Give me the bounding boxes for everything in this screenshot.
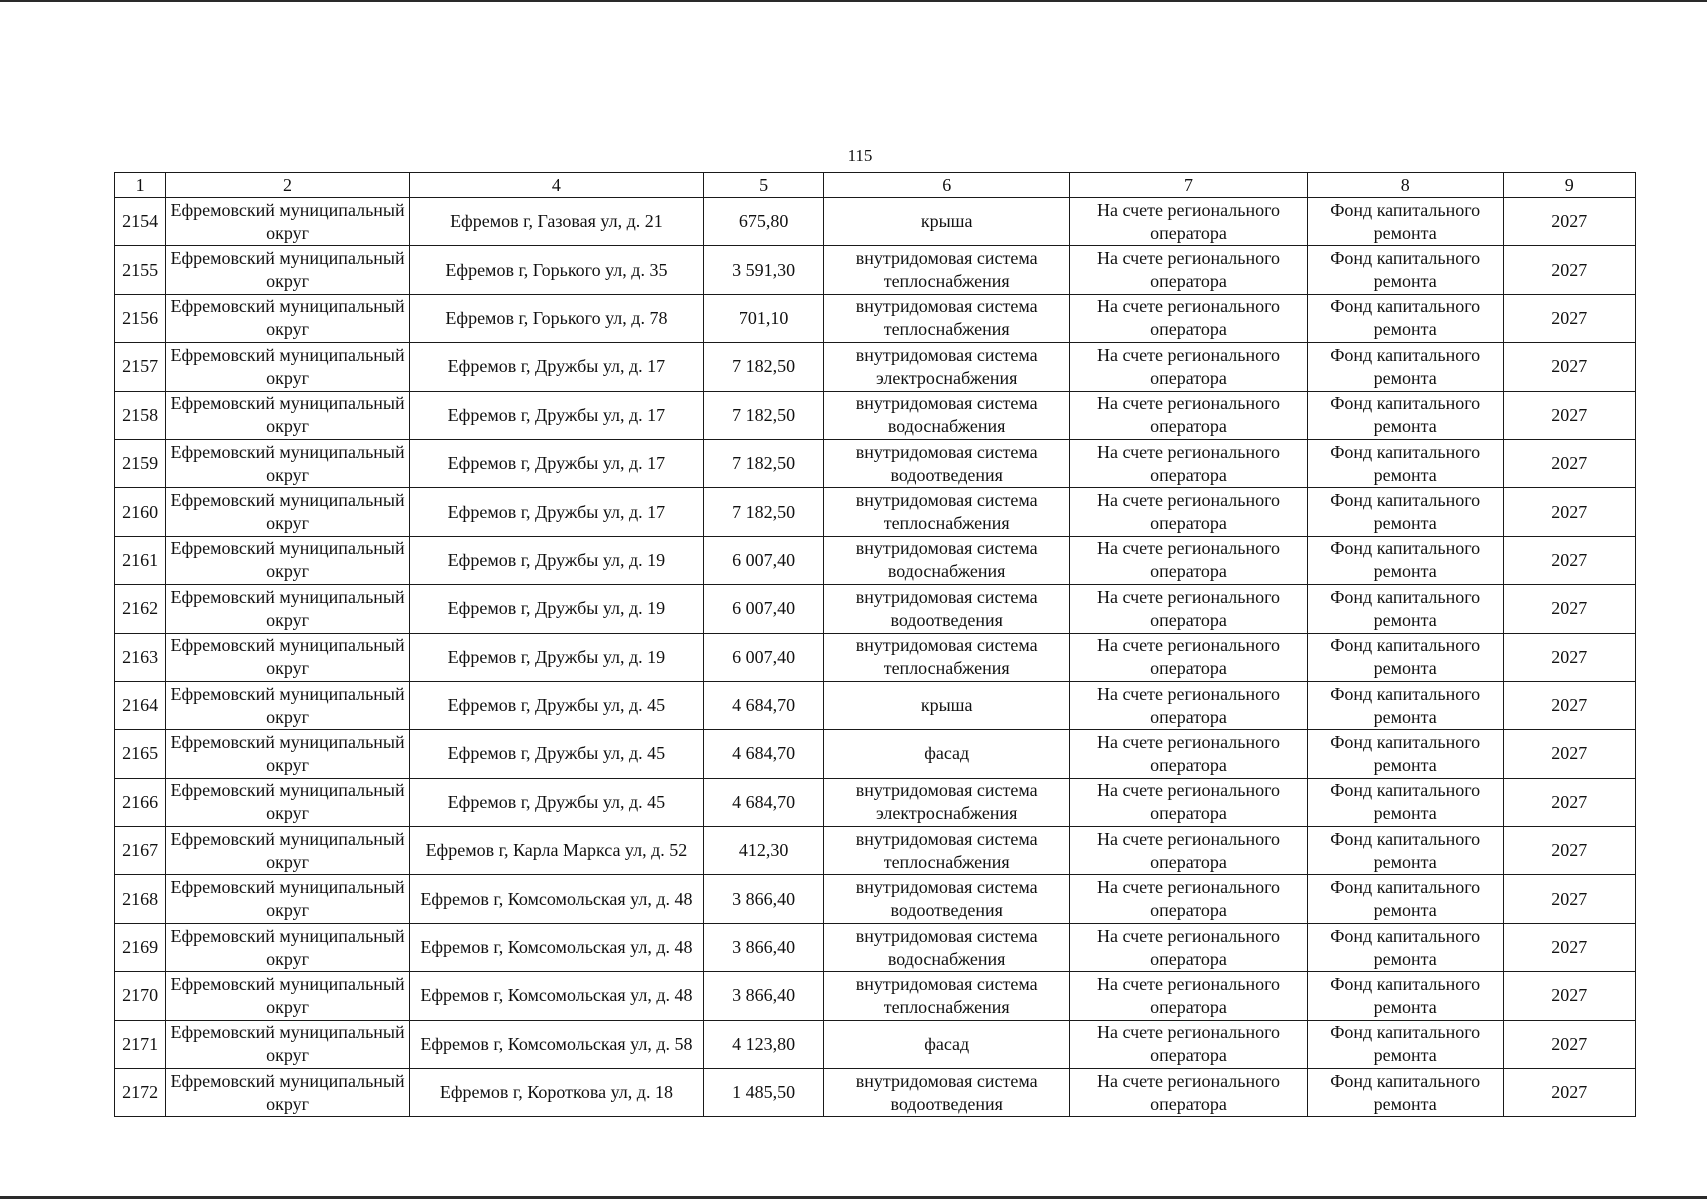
year-cell: 2027 — [1503, 923, 1635, 971]
address-cell: Ефремов г, Комсомольская ул, д. 48 — [409, 972, 703, 1020]
funding-source-cell: Фонд капитального ремонта — [1307, 827, 1503, 875]
area-cell: 6 007,40 — [703, 536, 823, 584]
funding-source-cell: Фонд капитального ремонта — [1307, 778, 1503, 826]
table-header — [115, 173, 1636, 198]
work-type-cell: фасад — [824, 1020, 1070, 1068]
column-header: 7 — [1070, 173, 1308, 198]
address-cell: Ефремов г, Горького ул, д. 78 — [409, 294, 703, 342]
row-number-cell: 2160 — [115, 488, 166, 536]
table-row — [115, 198, 1636, 246]
municipality-cell: Ефремовский муниципальный округ — [166, 633, 410, 681]
funding-source-cell: Фонд капитального ремонта — [1307, 1069, 1503, 1117]
year-cell: 2027 — [1503, 778, 1635, 826]
column-header: 4 — [409, 173, 703, 198]
municipality-cell: Ефремовский муниципальный округ — [166, 778, 410, 826]
year-cell: 2027 — [1503, 633, 1635, 681]
account-cell: На счете регионального оператора — [1070, 536, 1308, 584]
account-cell: На счете регионального оператора — [1070, 488, 1308, 536]
area-cell: 6 007,40 — [703, 633, 823, 681]
work-type-cell: внутридомовая система водоотведения — [824, 439, 1070, 487]
row-number-cell: 2161 — [115, 536, 166, 584]
table-row — [115, 1069, 1636, 1117]
area-cell: 4 123,80 — [703, 1020, 823, 1068]
row-number-cell: 2167 — [115, 827, 166, 875]
table-row — [115, 730, 1636, 778]
address-cell: Ефремов г, Короткова ул, д. 18 — [409, 1069, 703, 1117]
municipality-cell: Ефремовский муниципальный округ — [166, 827, 410, 875]
row-number-cell: 2157 — [115, 343, 166, 391]
address-cell: Ефремов г, Дружбы ул, д. 45 — [409, 681, 703, 729]
account-cell: На счете регионального оператора — [1070, 923, 1308, 971]
table-row — [115, 681, 1636, 729]
address-cell: Ефремов г, Дружбы ул, д. 17 — [409, 488, 703, 536]
funding-source-cell: Фонд капитального ремонта — [1307, 439, 1503, 487]
area-cell: 1 485,50 — [703, 1069, 823, 1117]
funding-source-cell: Фонд капитального ремонта — [1307, 585, 1503, 633]
address-cell: Ефремов г, Карла Маркса ул, д. 52 — [409, 827, 703, 875]
work-type-cell: внутридомовая система водоотведения — [824, 875, 1070, 923]
work-type-cell: внутридомовая система водоотведения — [824, 585, 1070, 633]
year-cell: 2027 — [1503, 681, 1635, 729]
table-row — [115, 875, 1636, 923]
address-cell: Ефремов г, Дружбы ул, д. 19 — [409, 536, 703, 584]
funding-source-cell: Фонд капитального ремонта — [1307, 343, 1503, 391]
work-type-cell: внутридомовая система теплоснабжения — [824, 633, 1070, 681]
funding-source-cell: Фонд капитального ремонта — [1307, 246, 1503, 294]
work-type-cell: внутридомовая система электроснабжения — [824, 778, 1070, 826]
year-cell: 2027 — [1503, 972, 1635, 1020]
address-cell: Ефремов г, Газовая ул, д. 21 — [409, 198, 703, 246]
work-type-cell: внутридомовая система водоснабжения — [824, 536, 1070, 584]
area-cell: 6 007,40 — [703, 585, 823, 633]
municipality-cell: Ефремовский муниципальный округ — [166, 294, 410, 342]
work-type-cell: внутридомовая система теплоснабжения — [824, 972, 1070, 1020]
area-cell: 701,10 — [703, 294, 823, 342]
work-type-cell: внутридомовая система водоснабжения — [824, 923, 1070, 971]
account-cell: На счете регионального оператора — [1070, 827, 1308, 875]
funding-source-cell: Фонд капитального ремонта — [1307, 1020, 1503, 1068]
area-cell: 3 866,40 — [703, 972, 823, 1020]
funding-source-cell: Фонд капитального ремонта — [1307, 875, 1503, 923]
year-cell: 2027 — [1503, 730, 1635, 778]
work-type-cell: внутридомовая система теплоснабжения — [824, 246, 1070, 294]
address-cell: Ефремов г, Дружбы ул, д. 45 — [409, 778, 703, 826]
table-row — [115, 536, 1636, 584]
work-type-cell: внутридомовая система теплоснабжения — [824, 488, 1070, 536]
row-number-cell: 2158 — [115, 391, 166, 439]
municipality-cell: Ефремовский муниципальный округ — [166, 439, 410, 487]
table-row — [115, 827, 1636, 875]
funding-source-cell: Фонд капитального ремонта — [1307, 633, 1503, 681]
municipality-cell: Ефремовский муниципальный округ — [166, 730, 410, 778]
table-row — [115, 246, 1636, 294]
funding-source-cell: Фонд капитального ремонта — [1307, 294, 1503, 342]
year-cell: 2027 — [1503, 875, 1635, 923]
address-cell: Ефремов г, Комсомольская ул, д. 58 — [409, 1020, 703, 1068]
account-cell: На счете регионального оператора — [1070, 391, 1308, 439]
scan-border-bottom — [0, 1196, 1707, 1199]
funding-source-cell: Фонд капитального ремонта — [1307, 972, 1503, 1020]
table-row — [115, 343, 1636, 391]
account-cell: На счете регионального оператора — [1070, 633, 1308, 681]
area-cell: 3 866,40 — [703, 875, 823, 923]
table-row — [115, 633, 1636, 681]
work-type-cell: крыша — [824, 681, 1070, 729]
account-cell: На счете регионального оператора — [1070, 585, 1308, 633]
table-row — [115, 972, 1636, 1020]
funding-source-cell: Фонд капитального ремонта — [1307, 536, 1503, 584]
funding-source-cell: Фонд капитального ремонта — [1307, 488, 1503, 536]
address-cell: Ефремов г, Комсомольская ул, д. 48 — [409, 875, 703, 923]
municipality-cell: Ефремовский муниципальный округ — [166, 198, 410, 246]
column-header: 8 — [1307, 173, 1503, 198]
account-cell: На счете регионального оператора — [1070, 439, 1308, 487]
table-row — [115, 391, 1636, 439]
account-cell: На счете регионального оператора — [1070, 875, 1308, 923]
municipality-cell: Ефремовский муниципальный округ — [166, 391, 410, 439]
scan-border-top — [0, 0, 1707, 2]
municipality-cell: Ефремовский муниципальный округ — [166, 681, 410, 729]
table-row — [115, 488, 1636, 536]
row-number-cell: 2154 — [115, 198, 166, 246]
year-cell: 2027 — [1503, 536, 1635, 584]
account-cell: На счете регионального оператора — [1070, 972, 1308, 1020]
funding-source-cell: Фонд капитального ремонта — [1307, 391, 1503, 439]
area-cell: 3 866,40 — [703, 923, 823, 971]
funding-source-cell: Фонд капитального ремонта — [1307, 730, 1503, 778]
funding-source-cell: Фонд капитального ремонта — [1307, 923, 1503, 971]
row-number-cell: 2164 — [115, 681, 166, 729]
area-cell: 412,30 — [703, 827, 823, 875]
row-number-cell: 2159 — [115, 439, 166, 487]
table-row — [115, 1020, 1636, 1068]
address-cell: Ефремов г, Дружбы ул, д. 45 — [409, 730, 703, 778]
account-cell: На счете регионального оператора — [1070, 198, 1308, 246]
area-cell: 3 591,30 — [703, 246, 823, 294]
year-cell: 2027 — [1503, 827, 1635, 875]
municipality-cell: Ефремовский муниципальный округ — [166, 343, 410, 391]
area-cell: 7 182,50 — [703, 391, 823, 439]
account-cell: На счете регионального оператора — [1070, 246, 1308, 294]
row-number-cell: 2168 — [115, 875, 166, 923]
row-number-cell: 2163 — [115, 633, 166, 681]
table-body — [115, 198, 1636, 1117]
registry-table — [114, 172, 1636, 1117]
header-row — [115, 173, 1636, 198]
row-number-cell: 2155 — [115, 246, 166, 294]
column-header: 2 — [166, 173, 410, 198]
table-row — [115, 778, 1636, 826]
account-cell: На счете регионального оператора — [1070, 294, 1308, 342]
row-number-cell: 2162 — [115, 585, 166, 633]
table-row — [115, 439, 1636, 487]
year-cell: 2027 — [1503, 1069, 1635, 1117]
table-row — [115, 585, 1636, 633]
work-type-cell: внутридомовая система теплоснабжения — [824, 827, 1070, 875]
area-cell: 4 684,70 — [703, 778, 823, 826]
work-type-cell: внутридомовая система электроснабжения — [824, 343, 1070, 391]
row-number-cell: 2166 — [115, 778, 166, 826]
municipality-cell: Ефремовский муниципальный округ — [166, 923, 410, 971]
work-type-cell: крыша — [824, 198, 1070, 246]
funding-source-cell: Фонд капитального ремонта — [1307, 681, 1503, 729]
column-header: 1 — [115, 173, 166, 198]
row-number-cell: 2169 — [115, 923, 166, 971]
address-cell: Ефремов г, Дружбы ул, д. 17 — [409, 391, 703, 439]
year-cell: 2027 — [1503, 1020, 1635, 1068]
address-cell: Ефремов г, Комсомольская ул, д. 48 — [409, 923, 703, 971]
account-cell: На счете регионального оператора — [1070, 343, 1308, 391]
work-type-cell: фасад — [824, 730, 1070, 778]
account-cell: На счете регионального оператора — [1070, 681, 1308, 729]
municipality-cell: Ефремовский муниципальный округ — [166, 1020, 410, 1068]
municipality-cell: Ефремовский муниципальный округ — [166, 972, 410, 1020]
municipality-cell: Ефремовский муниципальный округ — [166, 875, 410, 923]
area-cell: 4 684,70 — [703, 730, 823, 778]
account-cell: На счете регионального оператора — [1070, 730, 1308, 778]
municipality-cell: Ефремовский муниципальный округ — [166, 1069, 410, 1117]
work-type-cell: внутридомовая система теплоснабжения — [824, 294, 1070, 342]
account-cell: На счете регионального оператора — [1070, 778, 1308, 826]
year-cell: 2027 — [1503, 585, 1635, 633]
row-number-cell: 2172 — [115, 1069, 166, 1117]
year-cell: 2027 — [1503, 488, 1635, 536]
address-cell: Ефремов г, Дружбы ул, д. 19 — [409, 585, 703, 633]
municipality-cell: Ефремовский муниципальный округ — [166, 585, 410, 633]
area-cell: 7 182,50 — [703, 439, 823, 487]
area-cell: 4 684,70 — [703, 681, 823, 729]
row-number-cell: 2170 — [115, 972, 166, 1020]
municipality-cell: Ефремовский муниципальный округ — [166, 488, 410, 536]
year-cell: 2027 — [1503, 198, 1635, 246]
table-row — [115, 294, 1636, 342]
row-number-cell: 2156 — [115, 294, 166, 342]
column-header: 9 — [1503, 173, 1635, 198]
work-type-cell: внутридомовая система водоотведения — [824, 1069, 1070, 1117]
year-cell: 2027 — [1503, 294, 1635, 342]
account-cell: На счете регионального оператора — [1070, 1020, 1308, 1068]
column-header: 5 — [703, 173, 823, 198]
area-cell: 7 182,50 — [703, 343, 823, 391]
address-cell: Ефремов г, Горького ул, д. 35 — [409, 246, 703, 294]
area-cell: 7 182,50 — [703, 488, 823, 536]
municipality-cell: Ефремовский муниципальный округ — [166, 246, 410, 294]
column-header: 6 — [824, 173, 1070, 198]
work-type-cell: внутридомовая система водоснабжения — [824, 391, 1070, 439]
funding-source-cell: Фонд капитального ремонта — [1307, 198, 1503, 246]
table-row — [115, 923, 1636, 971]
row-number-cell: 2165 — [115, 730, 166, 778]
year-cell: 2027 — [1503, 391, 1635, 439]
row-number-cell: 2171 — [115, 1020, 166, 1068]
year-cell: 2027 — [1503, 439, 1635, 487]
municipality-cell: Ефремовский муниципальный округ — [166, 536, 410, 584]
page-number: 115 — [847, 146, 873, 165]
year-cell: 2027 — [1503, 246, 1635, 294]
year-cell: 2027 — [1503, 343, 1635, 391]
area-cell: 675,80 — [703, 198, 823, 246]
address-cell: Ефремов г, Дружбы ул, д. 17 — [409, 439, 703, 487]
address-cell: Ефремов г, Дружбы ул, д. 17 — [409, 343, 703, 391]
account-cell: На счете регионального оператора — [1070, 1069, 1308, 1117]
address-cell: Ефремов г, Дружбы ул, д. 19 — [409, 633, 703, 681]
